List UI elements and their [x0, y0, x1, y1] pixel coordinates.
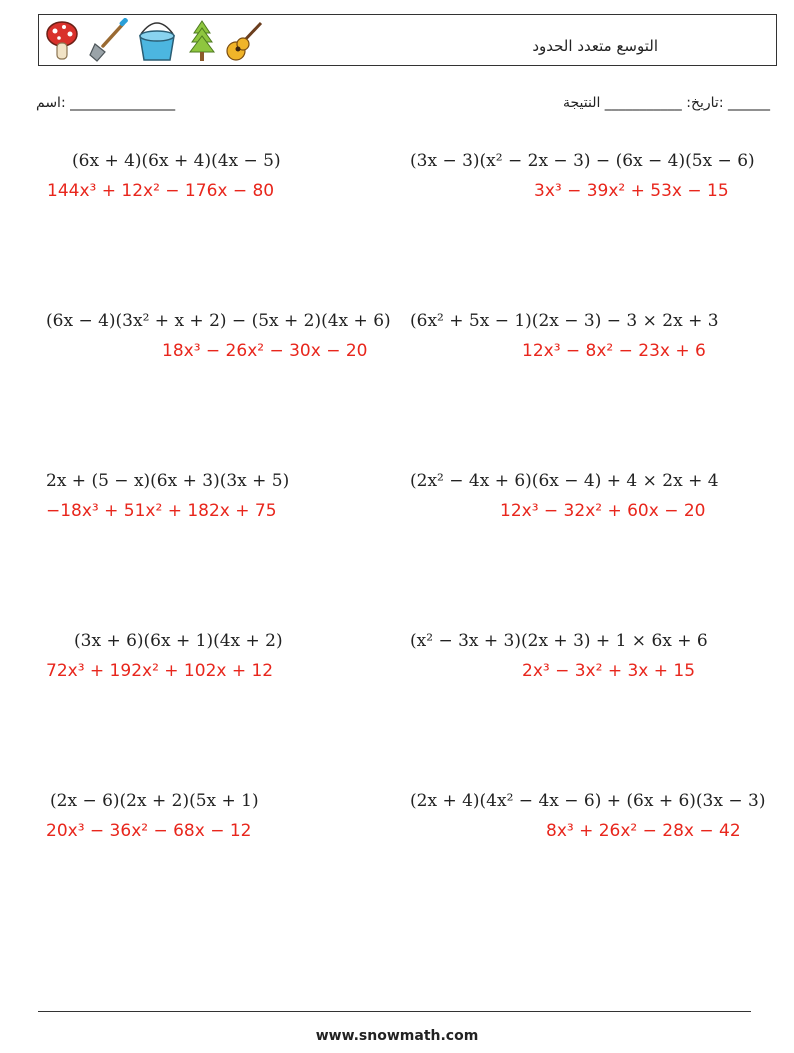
problem-2 — [410, 146, 755, 206]
problem-4 — [410, 306, 740, 366]
problem-question: (2x − 6)(2x + 2)(5x + 1) — [50, 791, 259, 811]
footer-divider — [38, 1011, 751, 1012]
problem-answer: 2x³ − 3x² + 3x + 15 — [522, 661, 696, 681]
problem-answer: 144x³ + 12x² − 176x − 80 — [47, 181, 275, 201]
problem-answer: 3x³ − 39x² + 53x − 15 — [534, 181, 729, 201]
worksheet-header — [38, 14, 777, 66]
problem-question: 2x + (5 − x)(6x + 3)(3x + 5) — [46, 471, 290, 491]
problem-1 — [47, 146, 402, 206]
problem-answer: 20x³ − 36x² − 68x − 12 — [46, 821, 252, 841]
problem-answer: −18x³ + 51x² + 182x + 75 — [46, 501, 277, 521]
shovel-icon — [87, 18, 131, 64]
problem-question: (6x² + 5x − 1)(2x − 3) − 3 × 2x + 3 — [410, 311, 719, 331]
problem-answer: 72x³ + 192x² + 102x + 12 — [46, 661, 274, 681]
problem-3 — [46, 306, 391, 366]
worksheet-title: التوسع متعدد الحدود — [532, 37, 658, 55]
problem-answer: 8x³ + 26x² − 28x − 42 — [546, 821, 741, 841]
name-field-line: _______________ :اسم — [36, 95, 176, 111]
problem-9 — [46, 786, 380, 846]
mushroom-icon — [45, 18, 79, 64]
problem-answer: 12x³ − 32x² + 60x − 20 — [500, 501, 706, 521]
problem-question: (3x − 3)(x² − 2x − 3) − (6x − 4)(5x − 6) — [410, 151, 755, 171]
problem-question: (x² − 3x + 3)(2x + 3) + 1 × 6x + 6 — [410, 631, 708, 651]
problem-8 — [410, 626, 740, 686]
problem-question: (6x + 4)(6x + 4)(4x − 5) — [72, 151, 281, 171]
guitar-icon — [221, 18, 265, 64]
problem-answer: 12x³ − 8x² − 23x + 6 — [522, 341, 706, 361]
date-score-line: ______ :تاريخ: ___________ النتيجة — [562, 95, 770, 111]
problem-answer: 18x³ − 26x² − 30x − 20 — [162, 341, 368, 361]
problem-5 — [46, 466, 376, 526]
problem-6 — [410, 466, 740, 526]
problem-10 — [410, 786, 766, 846]
problem-question: (2x² − 4x + 6)(6x − 4) + 4 × 2x + 4 — [410, 471, 719, 491]
footer-url[interactable]: www.snowmath.com — [315, 1028, 479, 1044]
problem-7 — [46, 626, 404, 686]
problem-question: (3x + 6)(6x + 1)(4x + 2) — [74, 631, 283, 651]
problem-question: (6x − 4)(3x² + x + 2) − (5x + 2)(4x + 6) — [46, 311, 391, 331]
pine-tree-icon — [187, 18, 217, 64]
bucket-icon — [135, 18, 179, 64]
problem-question: (2x + 4)(4x² − 4x − 6) + (6x + 6)(3x − 3) — [410, 791, 766, 811]
